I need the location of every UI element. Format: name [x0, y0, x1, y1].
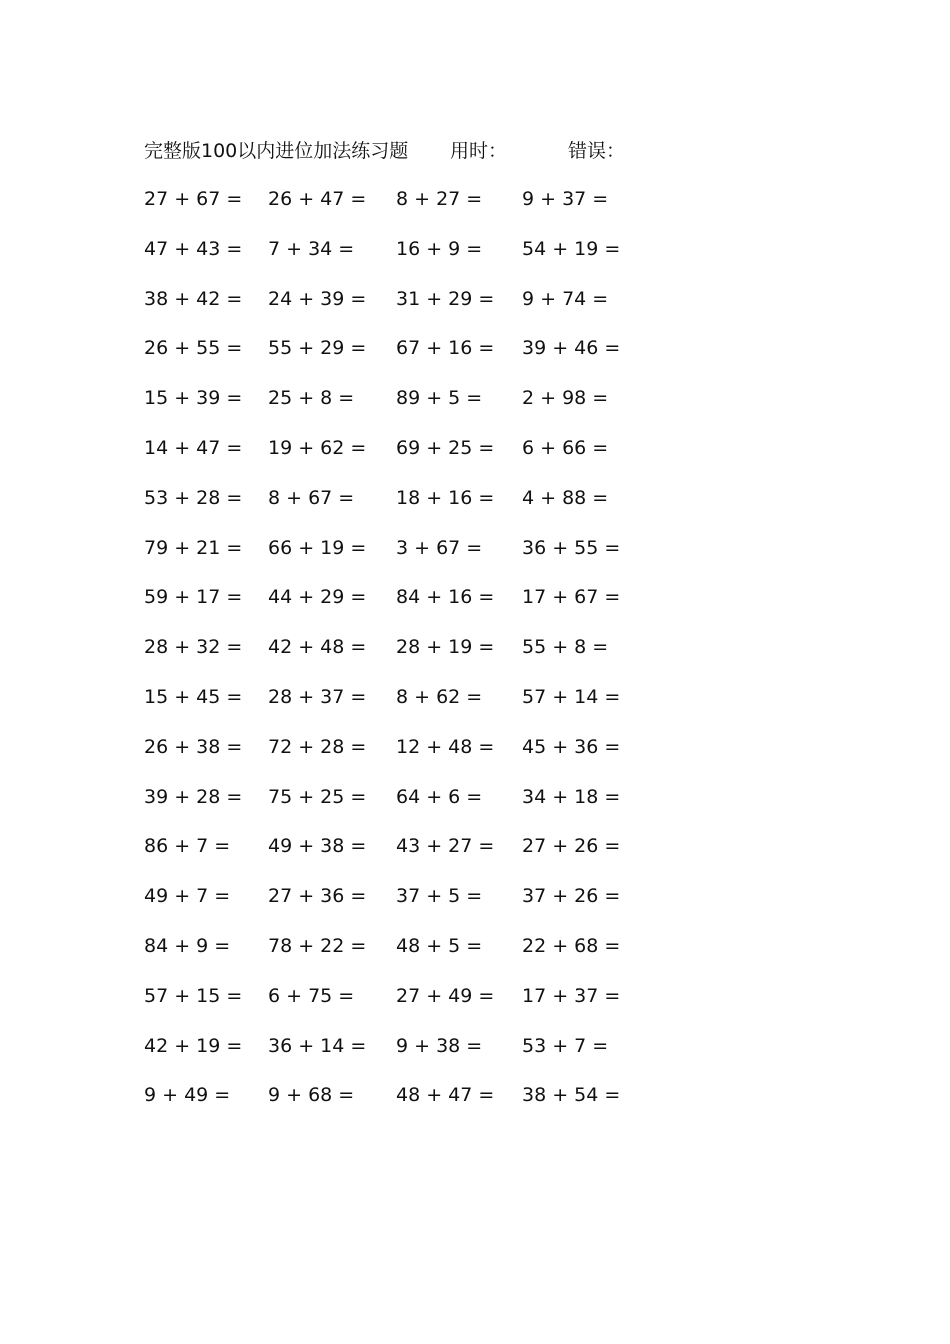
addition-problem: 27 + 36 = [268, 885, 367, 908]
error-label: 错误： [568, 140, 626, 162]
addition-problem: 28 + 19 = [396, 636, 495, 659]
addition-problem: 55 + 29 = [268, 337, 367, 360]
addition-problem: 84 + 9 = [144, 935, 231, 957]
addition-problem: 6 + 75 = [268, 984, 355, 1007]
addition-problem: 79 + 21 = [144, 536, 243, 559]
worksheet-title: 完整版100以内进位加法练习题 [144, 140, 409, 162]
addition-problem: 75 + 25 = [268, 785, 367, 808]
addition-problem: 9 + 68 = [268, 1084, 355, 1107]
addition-problem: 49 + 38 = [268, 835, 367, 858]
addition-problem: 8 + 27 = [396, 188, 483, 210]
addition-problem: 54 + 19 = [522, 237, 621, 260]
addition-problem: 9 + 49 = [144, 1084, 231, 1107]
addition-problem: 66 + 19 = [268, 536, 367, 559]
addition-problem: 69 + 25 = [396, 437, 495, 459]
addition-problem: 55 + 8 = [522, 636, 609, 659]
addition-problem: 39 + 46 = [522, 337, 621, 360]
addition-problem: 53 + 28 = [144, 486, 243, 509]
addition-problem: 39 + 28 = [144, 785, 243, 808]
addition-problem: 44 + 29 = [268, 586, 367, 609]
addition-problem: 47 + 43 = [144, 237, 243, 260]
addition-problem: 72 + 28 = [268, 735, 367, 758]
addition-problem: 34 + 18 = [522, 785, 621, 808]
addition-problem: 89 + 5 = [396, 387, 483, 410]
addition-problem: 31 + 29 = [396, 287, 495, 310]
addition-problem: 84 + 16 = [396, 586, 495, 609]
addition-problem: 9 + 74 = [522, 287, 609, 310]
addition-problem: 48 + 5 = [396, 935, 483, 957]
addition-problem: 37 + 26 = [522, 885, 621, 908]
addition-problem: 14 + 47 = [144, 437, 243, 459]
addition-problem: 6 + 66 = [522, 437, 609, 459]
addition-problem: 42 + 48 = [268, 636, 367, 659]
addition-problem: 12 + 48 = [396, 735, 495, 758]
addition-problem: 38 + 54 = [522, 1084, 621, 1107]
addition-problem: 16 + 9 = [396, 237, 483, 260]
addition-problem: 57 + 14 = [522, 686, 621, 708]
addition-problem: 57 + 15 = [144, 984, 243, 1007]
addition-problem: 18 + 16 = [396, 486, 495, 509]
addition-problem: 4 + 88 = [522, 486, 609, 509]
addition-problem: 38 + 42 = [144, 287, 243, 310]
addition-problem: 59 + 17 = [144, 586, 243, 609]
addition-problem: 48 + 47 = [396, 1084, 495, 1107]
addition-problem: 8 + 67 = [268, 486, 355, 509]
addition-problem: 26 + 55 = [144, 337, 243, 360]
addition-problem: 26 + 38 = [144, 735, 243, 758]
addition-problem: 86 + 7 = [144, 835, 231, 858]
addition-problem: 22 + 68 = [522, 935, 621, 957]
addition-problem: 17 + 37 = [522, 984, 621, 1007]
addition-problem: 15 + 45 = [144, 686, 243, 708]
addition-problem: 49 + 7 = [144, 885, 231, 908]
addition-problem: 9 + 37 = [522, 188, 609, 210]
addition-problem: 36 + 55 = [522, 536, 621, 559]
addition-problem: 17 + 67 = [522, 586, 621, 609]
addition-problem: 19 + 62 = [268, 437, 367, 459]
addition-problem: 24 + 39 = [268, 287, 367, 310]
addition-problem: 78 + 22 = [268, 935, 367, 957]
time-label: 用时： [450, 140, 508, 162]
addition-problem: 43 + 27 = [396, 835, 495, 858]
addition-problem: 28 + 32 = [144, 636, 243, 659]
addition-problem: 37 + 5 = [396, 885, 483, 908]
addition-problem: 25 + 8 = [268, 387, 355, 410]
addition-problem: 53 + 7 = [522, 1034, 609, 1057]
addition-problem: 27 + 49 = [396, 984, 495, 1007]
addition-problem: 45 + 36 = [522, 735, 621, 758]
addition-problem: 26 + 47 = [268, 188, 367, 210]
addition-problem: 15 + 39 = [144, 387, 243, 410]
addition-problem: 27 + 26 = [522, 835, 621, 858]
addition-problem: 67 + 16 = [396, 337, 495, 360]
addition-problem: 7 + 34 = [268, 237, 355, 260]
addition-problem: 42 + 19 = [144, 1034, 243, 1057]
addition-problem: 3 + 67 = [396, 536, 483, 559]
addition-problem: 2 + 98 = [522, 387, 609, 410]
addition-problem: 8 + 62 = [396, 686, 483, 708]
addition-problem: 9 + 38 = [396, 1034, 483, 1057]
addition-problem: 27 + 67 = [144, 188, 243, 210]
addition-problem: 36 + 14 = [268, 1034, 367, 1057]
addition-problem: 64 + 6 = [396, 785, 483, 808]
addition-problem: 28 + 37 = [268, 686, 367, 708]
